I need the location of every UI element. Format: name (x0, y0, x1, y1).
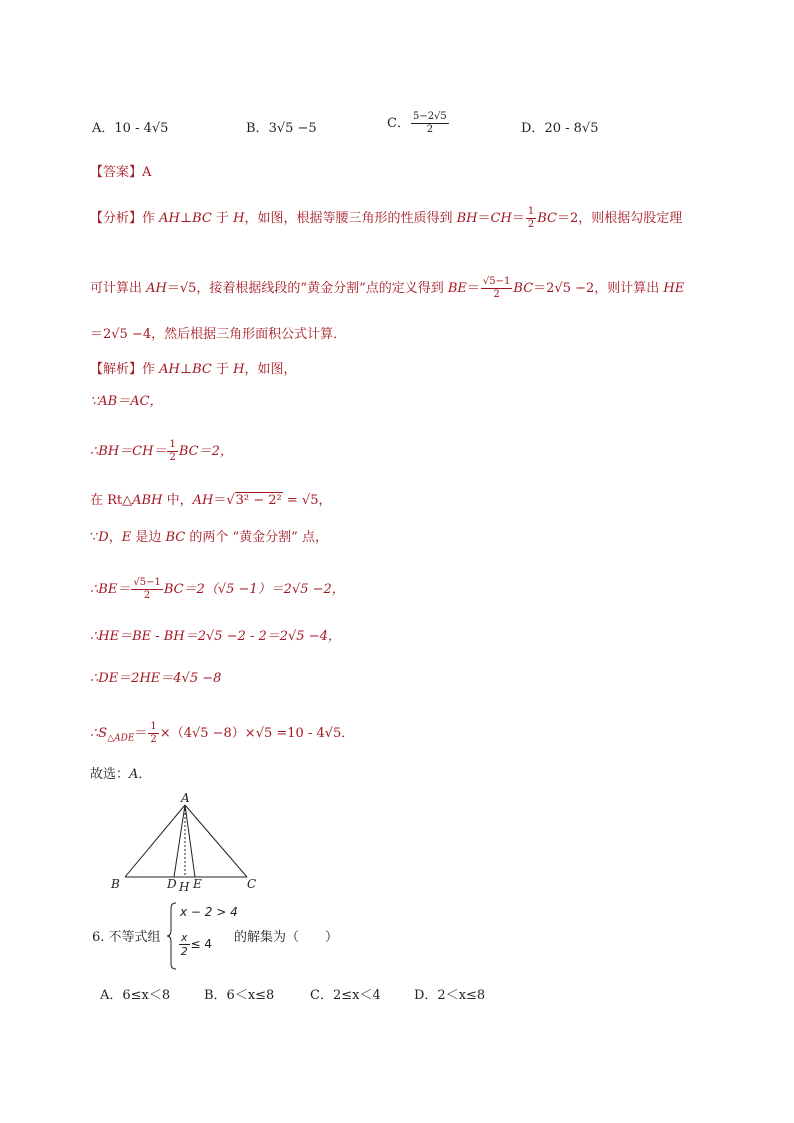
question-6-option-d: D．2＜x≤8 (414, 988, 486, 1003)
option-d: D．20 - 8√5 (521, 121, 599, 136)
solution-choice: 故选：A． (90, 767, 152, 782)
option-c: C． $\frac{5-2√5}{2}$ (387, 111, 447, 135)
analysis-line-3: ＝2√5 −4，然后根据三角形面积公式计算． (90, 327, 347, 342)
solution-line-7: ∴HE＝BE - BH＝2√5 −2 - 2＝2√5 −4， (90, 629, 341, 644)
solution-line-5: ∵D，E 是边 BC 的两个 “黄金分割” 点， (90, 530, 328, 545)
point-h-label: H (179, 880, 190, 892)
solution-fraction-area: $\frac{1}{2}$ (150, 721, 157, 745)
analysis-line-1: 【分析】作 AH⊥BC 于 H，如图，根据等腰三角形的性质得到 BH＝CH＝ $\frac{1}{2}$ BC＝2，则根据勾股定理 (90, 206, 683, 230)
solution-fraction-golden: $\frac{√5-1}{2}$ (133, 577, 161, 601)
inequality-2-fraction: $\frac{x}{2}$ (180, 931, 188, 958)
option-c-fraction: $\frac{5-2√5}{2}$ (412, 111, 447, 135)
inequality-1: x − 2 > 4 (180, 905, 238, 919)
answer-line: 【答案】A (90, 165, 152, 180)
solution-line-4: 在 Rt△ABH 中，AH＝√3² − 2² = √5， (90, 493, 332, 508)
solution-line-6: ∴BE＝ $\frac{√5-1}{2}$ BC＝2（√5 −1）＝2√5 −2， (90, 577, 345, 601)
question-6-stem: 6. 不等式组 (92, 930, 161, 945)
brace-icon (166, 902, 178, 970)
question-6-stem-end: 的解集为（ ） (234, 930, 339, 945)
vertex-c-label: C (247, 877, 257, 891)
option-a: A．10 - 4√5 (92, 121, 169, 136)
solution-fraction-half: $\frac{1}{2}$ (169, 439, 176, 463)
vertex-a-label: A (181, 791, 190, 805)
vertex-b-label: B (111, 877, 120, 891)
segment-ac (185, 805, 247, 877)
analysis-fraction-half: $\frac{1}{2}$ (527, 206, 535, 230)
analysis-fraction-golden: $\frac{√5-1}{2}$ (482, 276, 511, 300)
point-d-label: D (167, 877, 177, 891)
solution-line-1: 【解析】作 AH⊥BC 于 H，如图， (90, 362, 297, 377)
solution-line-9: $\therefore S_{\triangle ADE}=$ $\frac{1}{2}$ ×（4√5 −8）×√5 =10 - 4√5． (90, 721, 355, 745)
sqrt-sign: √ (226, 493, 235, 508)
inequality-2: $\frac{x}{2}$ ≤ 4 (180, 931, 213, 958)
question-6-option-c: C．2≤x＜4 (310, 988, 381, 1003)
point-e-label: E (193, 877, 202, 891)
option-b: B．3√5 −5 (246, 121, 317, 136)
question-6-option-b: B．6＜x≤8 (204, 988, 275, 1003)
analysis-line-2: 可计算出 AH＝√5，接着根据线段的“黄金分割”点的定义得到 BE＝ $\frac{√5-1}{2}$ BC＝2√5 −2，则计算出 HE (90, 276, 685, 300)
solution-line-3: ∴BH＝CH＝ $\frac{1}{2}$ BC＝2， (90, 439, 233, 463)
solution-line-2: ∵AB＝AC， (90, 394, 163, 409)
solution-line-8: ∴DE＝2HE＝4√5 −8 (90, 671, 222, 686)
question-6-option-a: A．6≤x＜8 (100, 988, 171, 1003)
segment-ae (185, 805, 195, 877)
triangle-figure (105, 788, 265, 892)
